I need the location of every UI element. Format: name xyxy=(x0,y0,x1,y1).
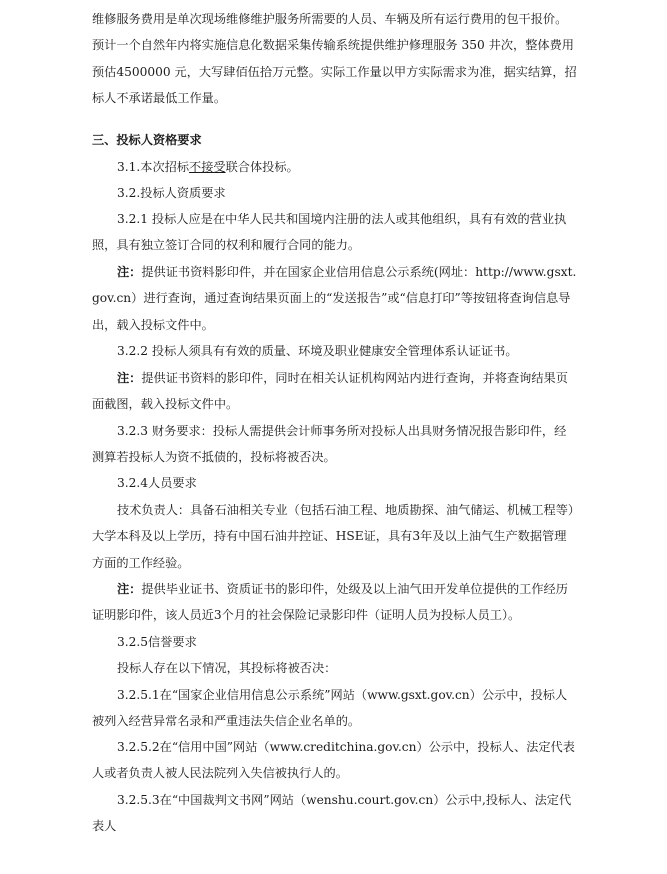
rejection-intro: 投标人存在以下情况，其投标将被否决： xyxy=(117,661,337,675)
clause-3-2-5-2: 3.2.5.2在“信用中国”网站（www.creditchina.gov.cn）公示中，投标人、法定代表人或者负责人被人民法院列入失信被执行人的。 xyxy=(92,740,575,781)
note-1-label: 注： xyxy=(117,265,142,279)
note-2 xyxy=(92,365,578,418)
clause-3-2-5: 3.2.5信誉要求 xyxy=(117,635,197,649)
clause-3-2-2: 3.2.2 投标人须具有有效的质量、环境及职业健康安全管理体系认证证书。 xyxy=(117,344,518,358)
note-2-text: 提供证书资料的影印件，同时在相关认证机构网站内进行查询，并将查询结果页面截图，载入投标文件中。 xyxy=(92,371,568,412)
note-3-text: 提供毕业证书、资质证书的影印件，处级及以上油气田开发单位提供的工作经历证明影印件，该人员近3个月的社会保险记录影印件（证明人员为投标人员工）。 xyxy=(92,582,568,623)
tech-lead-requirement: 技术负责人：具备石油相关专业（包括石油工程、地质勘探、油气储运、机械工程等）大学本科及以上学历，持有中国石油井控证、HSE证，具有3年及以上油气生产数据管理方面的工作经验。 xyxy=(92,503,575,570)
note-3-label: 注： xyxy=(117,582,142,596)
clause-3-1-prefix: 3.1.本次招标 xyxy=(117,160,190,174)
clause-3-2-1: 3.2.1 投标人应是在中华人民共和国境内注册的法人或其他组织，具有有效的营业执照，具有独立签订合同的权利和履行合同的能力。 xyxy=(92,212,567,253)
clause-3-2-4: 3.2.4人员要求 xyxy=(117,476,197,490)
clause-3-1-underlined: 不接受 xyxy=(189,160,226,174)
fee-description-paragraph: 维修服务费用是单次现场维修维护服务所需要的人员、车辆及所有运行费用的包干报价。预计一个自然年内将实施信息化数据采集传输系统提供维护修理服务 350 井次，整体费用预估4500000 元，大写肆佰伍拾万元整。实际工作量以甲方实际需求为准，据实结算，招标人不承诺最低工作量。 xyxy=(92,12,577,105)
clause-3-2-5-1: 3.2.5.1在“国家企业信用信息公示系统”网站（www.gsxt.gov.cn）公示中，投标人被列入经营异常名录和严重违法失信企业名单的。 xyxy=(92,688,568,729)
clause-3-2-5-3: 3.2.5.3在“中国裁判文书网”网站（wenshu.court.gov.cn）公示中,投标人、法定代表人 xyxy=(92,793,572,834)
clause-3-1 xyxy=(92,154,578,180)
clause-3-2-3: 3.2.3 财务要求：投标人需提供会计师事务所对投标人出具财务情况报告影印件，经测算若投标人为资不抵债的，投标将被否决。 xyxy=(92,424,567,465)
note-1 xyxy=(92,259,578,338)
note-3 xyxy=(92,576,578,629)
clause-3-2: 3.2.投标人资质要求 xyxy=(117,186,226,200)
note-1-text: 提供证书资料影印件，并在国家企业信用信息公示系统(网址：http://www.gsxt.gov.cn）进行查询，通过查询结果页面上的“发送报告”或“信息打印”等按钮将查询信息导出，载入投标文件中。 xyxy=(92,265,577,332)
section-3-heading: 三、投标人资格要求 xyxy=(92,133,202,147)
note-2-label: 注： xyxy=(117,371,142,385)
clause-3-1-suffix: 联合体投标。 xyxy=(225,160,299,174)
